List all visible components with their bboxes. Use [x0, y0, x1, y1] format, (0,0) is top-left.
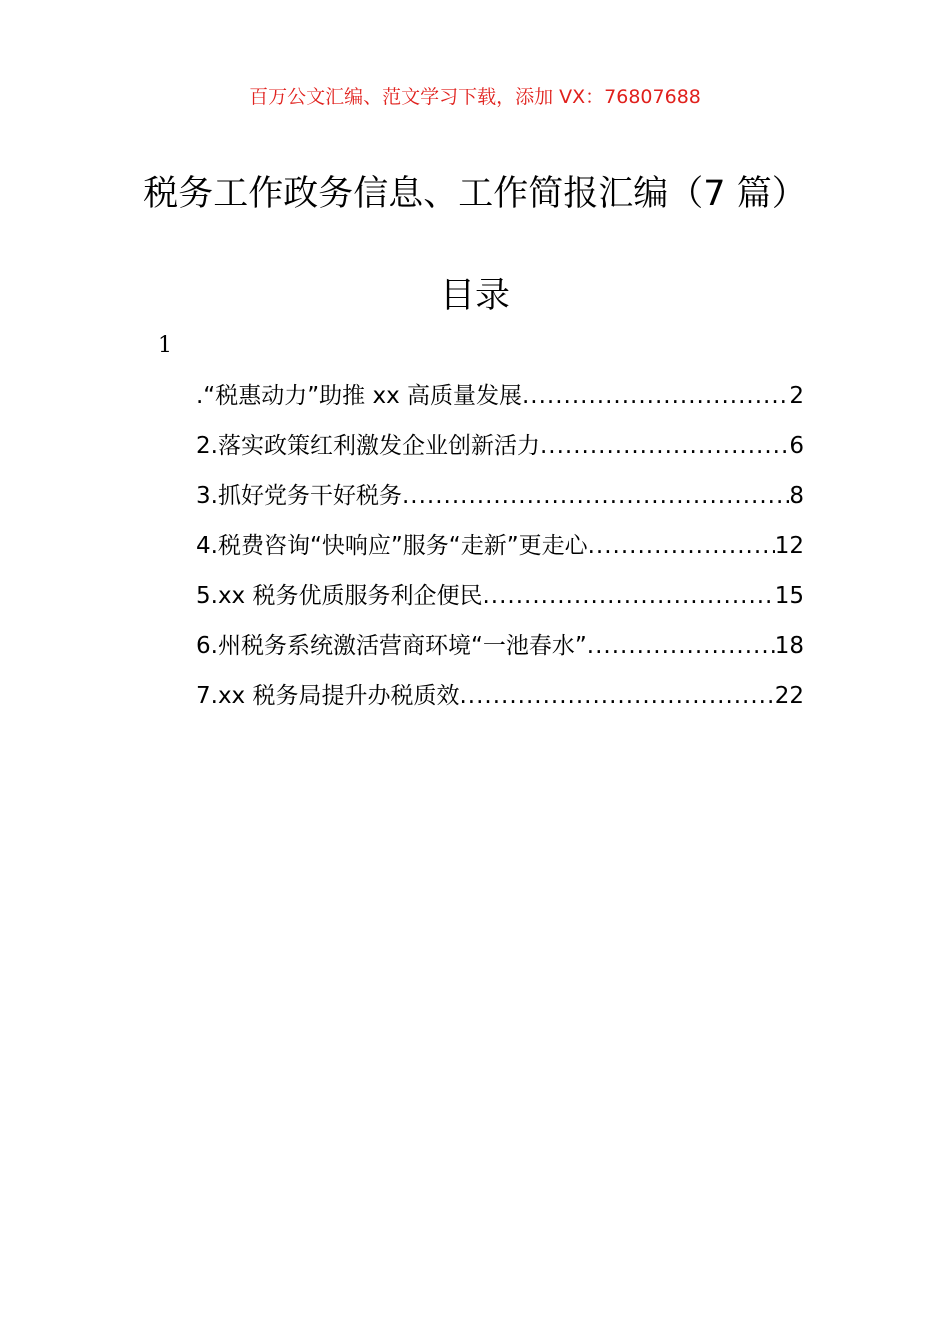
toc-entry[interactable]: [196, 480, 804, 530]
toc-entry[interactable]: [196, 380, 804, 430]
toc-leader-dots: [402, 480, 789, 512]
header-note: 百万公文汇编、范文学习下载，添加 VX：76807688: [249, 86, 701, 108]
toc-entry-page: 15: [774, 583, 804, 609]
toc-entry[interactable]: [196, 530, 804, 580]
toc-entry[interactable]: [196, 430, 804, 480]
toc-entry-page: 22: [774, 683, 804, 709]
toc-leader-dots: [540, 430, 789, 462]
toc-entry-page: 18: [774, 633, 804, 659]
table-of-contents: [196, 380, 804, 730]
toc-entry-title: 7.xx 税务局提升办税质效: [196, 683, 460, 709]
toc-entry-page: 2: [789, 383, 804, 409]
toc-leader-dots: [482, 580, 774, 612]
toc-entry-title: 5.xx 税务优质服务利企便民: [196, 583, 483, 609]
list-marker: 1: [158, 333, 172, 358]
toc-entry-title: 2.落实政策红利激发企业创新活力: [196, 433, 540, 459]
toc-entry-page: 6: [789, 433, 804, 459]
toc-leader-dots: [522, 380, 789, 412]
toc-leader-dots: [587, 630, 775, 662]
toc-leader-dots: [459, 680, 774, 712]
toc-entry-page: 8: [789, 483, 804, 509]
toc-entry-title: 3.抓好党务干好税务: [196, 483, 402, 509]
document-title: 税务工作政务信息、工作简报汇编（7 篇）: [143, 174, 807, 214]
toc-entry[interactable]: [196, 680, 804, 730]
toc-entry-title: 4.税费咨询“快响应”服务“走新”更走心: [196, 533, 588, 559]
toc-heading: 目录: [439, 276, 510, 316]
toc-entry-title: .“税惠动力”助推 xx 高质量发展: [196, 383, 522, 409]
toc-entry-title: 6.州税务系统激活营商环境“一池春水”: [196, 633, 587, 659]
toc-leader-dots: [588, 530, 775, 562]
toc-entry[interactable]: [196, 580, 804, 630]
toc-entry[interactable]: [196, 630, 804, 680]
toc-entry-page: 12: [774, 533, 804, 559]
